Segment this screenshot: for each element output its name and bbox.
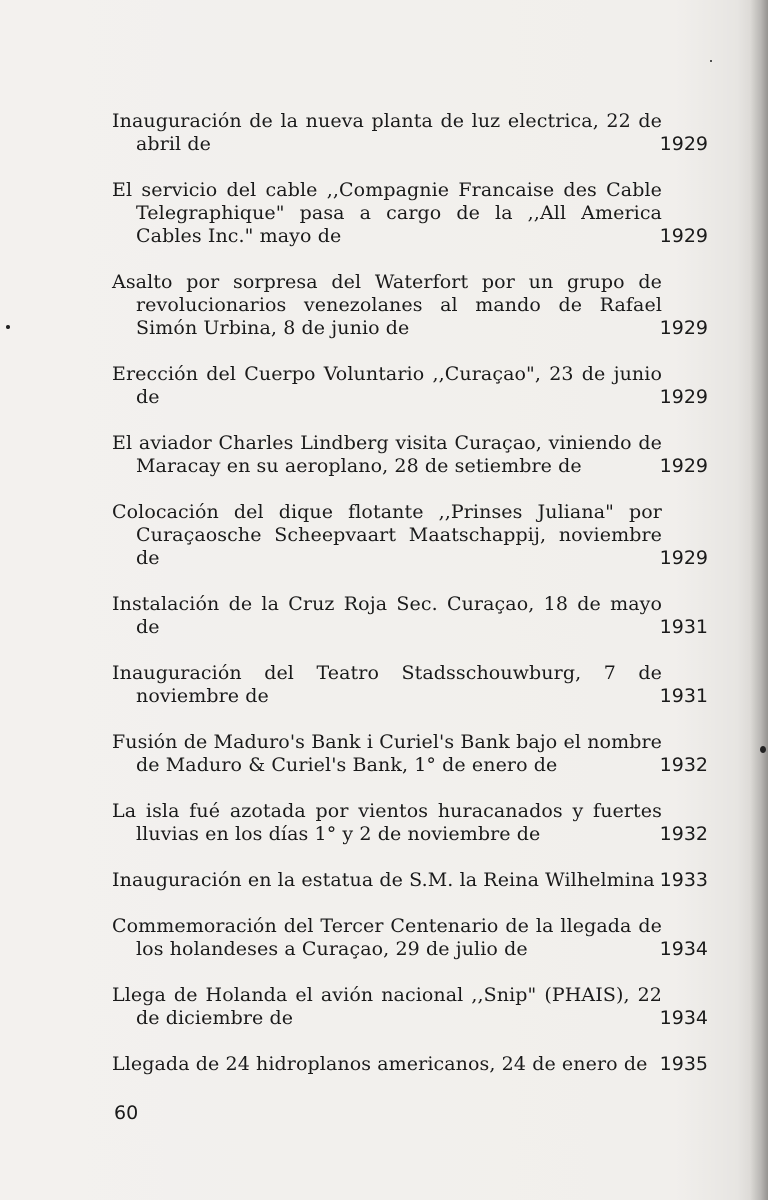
page-number: 60 — [114, 1102, 139, 1124]
entry-text: Commemoración del Tercer Centenario de la llegada de los holandeses a Curaçao, 29 de julio de — [112, 915, 662, 960]
ink-speck — [760, 746, 766, 753]
entry-year: 1932 — [659, 823, 708, 845]
entry-year: 1931 — [659, 685, 708, 707]
chronology-entry — [112, 984, 712, 1030]
ink-speck — [6, 325, 10, 329]
chronology-list — [112, 110, 712, 1099]
chronology-entry — [112, 501, 712, 570]
entry-text: Inauguración en la estatua de S.M. la Reina Wilhelmina — [112, 869, 655, 891]
entry-text: El aviador Charles Lindberg visita Curaçao, viniendo de Maracay en su aeroplano, 28 de setiembre de — [112, 432, 662, 477]
entry-year: 1935 — [659, 1053, 708, 1075]
chronology-entry — [112, 363, 712, 409]
chronology-entry — [112, 662, 712, 708]
entry-text: Llega de Holanda el avión nacional ,,Snip" (PHAIS), 22 de diciembre de — [112, 984, 662, 1029]
entry-text: Erección del Cuerpo Voluntario ,,Curaçao", 23 de junio de — [112, 363, 662, 408]
chronology-entry — [112, 593, 712, 639]
chronology-entry — [112, 271, 712, 340]
entry-year: 1932 — [659, 754, 708, 776]
chronology-entry — [112, 179, 712, 248]
entry-year: 1929 — [659, 547, 708, 569]
entry-text: Inauguración del Teatro Stadsschouwburg, 7 de noviembre de — [112, 662, 662, 707]
entry-text: Asalto por sorpresa del Waterfort por un grupo de revolucionarios venezolanes al mando de Rafael Simón Urbina, 8 de junio de — [112, 271, 662, 339]
ink-speck — [710, 60, 712, 62]
entry-year: 1933 — [659, 869, 708, 891]
entry-text: Inauguración de la nueva planta de luz electrica, 22 de abril de — [112, 110, 662, 155]
chronology-entry — [112, 800, 712, 846]
entry-year: 1931 — [659, 616, 708, 638]
page-edge-shadow — [750, 0, 768, 1200]
entry-year: 1929 — [659, 386, 708, 408]
entry-year: 1929 — [659, 455, 708, 477]
entry-text: Llegada de 24 hidroplanos americanos, 24 de enero de — [112, 1053, 648, 1075]
entry-year: 1929 — [659, 133, 708, 155]
chronology-entry — [112, 110, 712, 156]
entry-text: Colocación del dique flotante ,,Prinses Juliana" por Curaçaosche Scheepvaart Maatschappij, noviembre de — [112, 501, 662, 569]
entry-text: El servicio del cable ,,Compagnie Francaise des Cable Telegraphique" pasa a cargo de la ,,All America Cables Inc." mayo de — [112, 179, 662, 247]
chronology-entry — [112, 731, 712, 777]
entry-text: Instalación de la Cruz Roja Sec. Curaçao, 18 de mayo de — [112, 593, 662, 638]
entry-text: La isla fué azotada por vientos huracanados y fuertes lluvias en los días 1° y 2 de noviembre de — [112, 800, 662, 845]
entry-year: 1929 — [659, 317, 708, 339]
entry-year: 1929 — [659, 225, 708, 247]
chronology-entry — [112, 915, 712, 961]
chronology-entry — [112, 1053, 712, 1076]
entry-text: Fusión de Maduro's Bank i Curiel's Bank bajo el nombre de Maduro & Curiel's Bank, 1° de enero de — [112, 731, 662, 776]
chronology-entry — [112, 432, 712, 478]
entry-year: 1934 — [659, 938, 708, 960]
chronology-entry — [112, 869, 712, 892]
entry-year: 1934 — [659, 1007, 708, 1029]
